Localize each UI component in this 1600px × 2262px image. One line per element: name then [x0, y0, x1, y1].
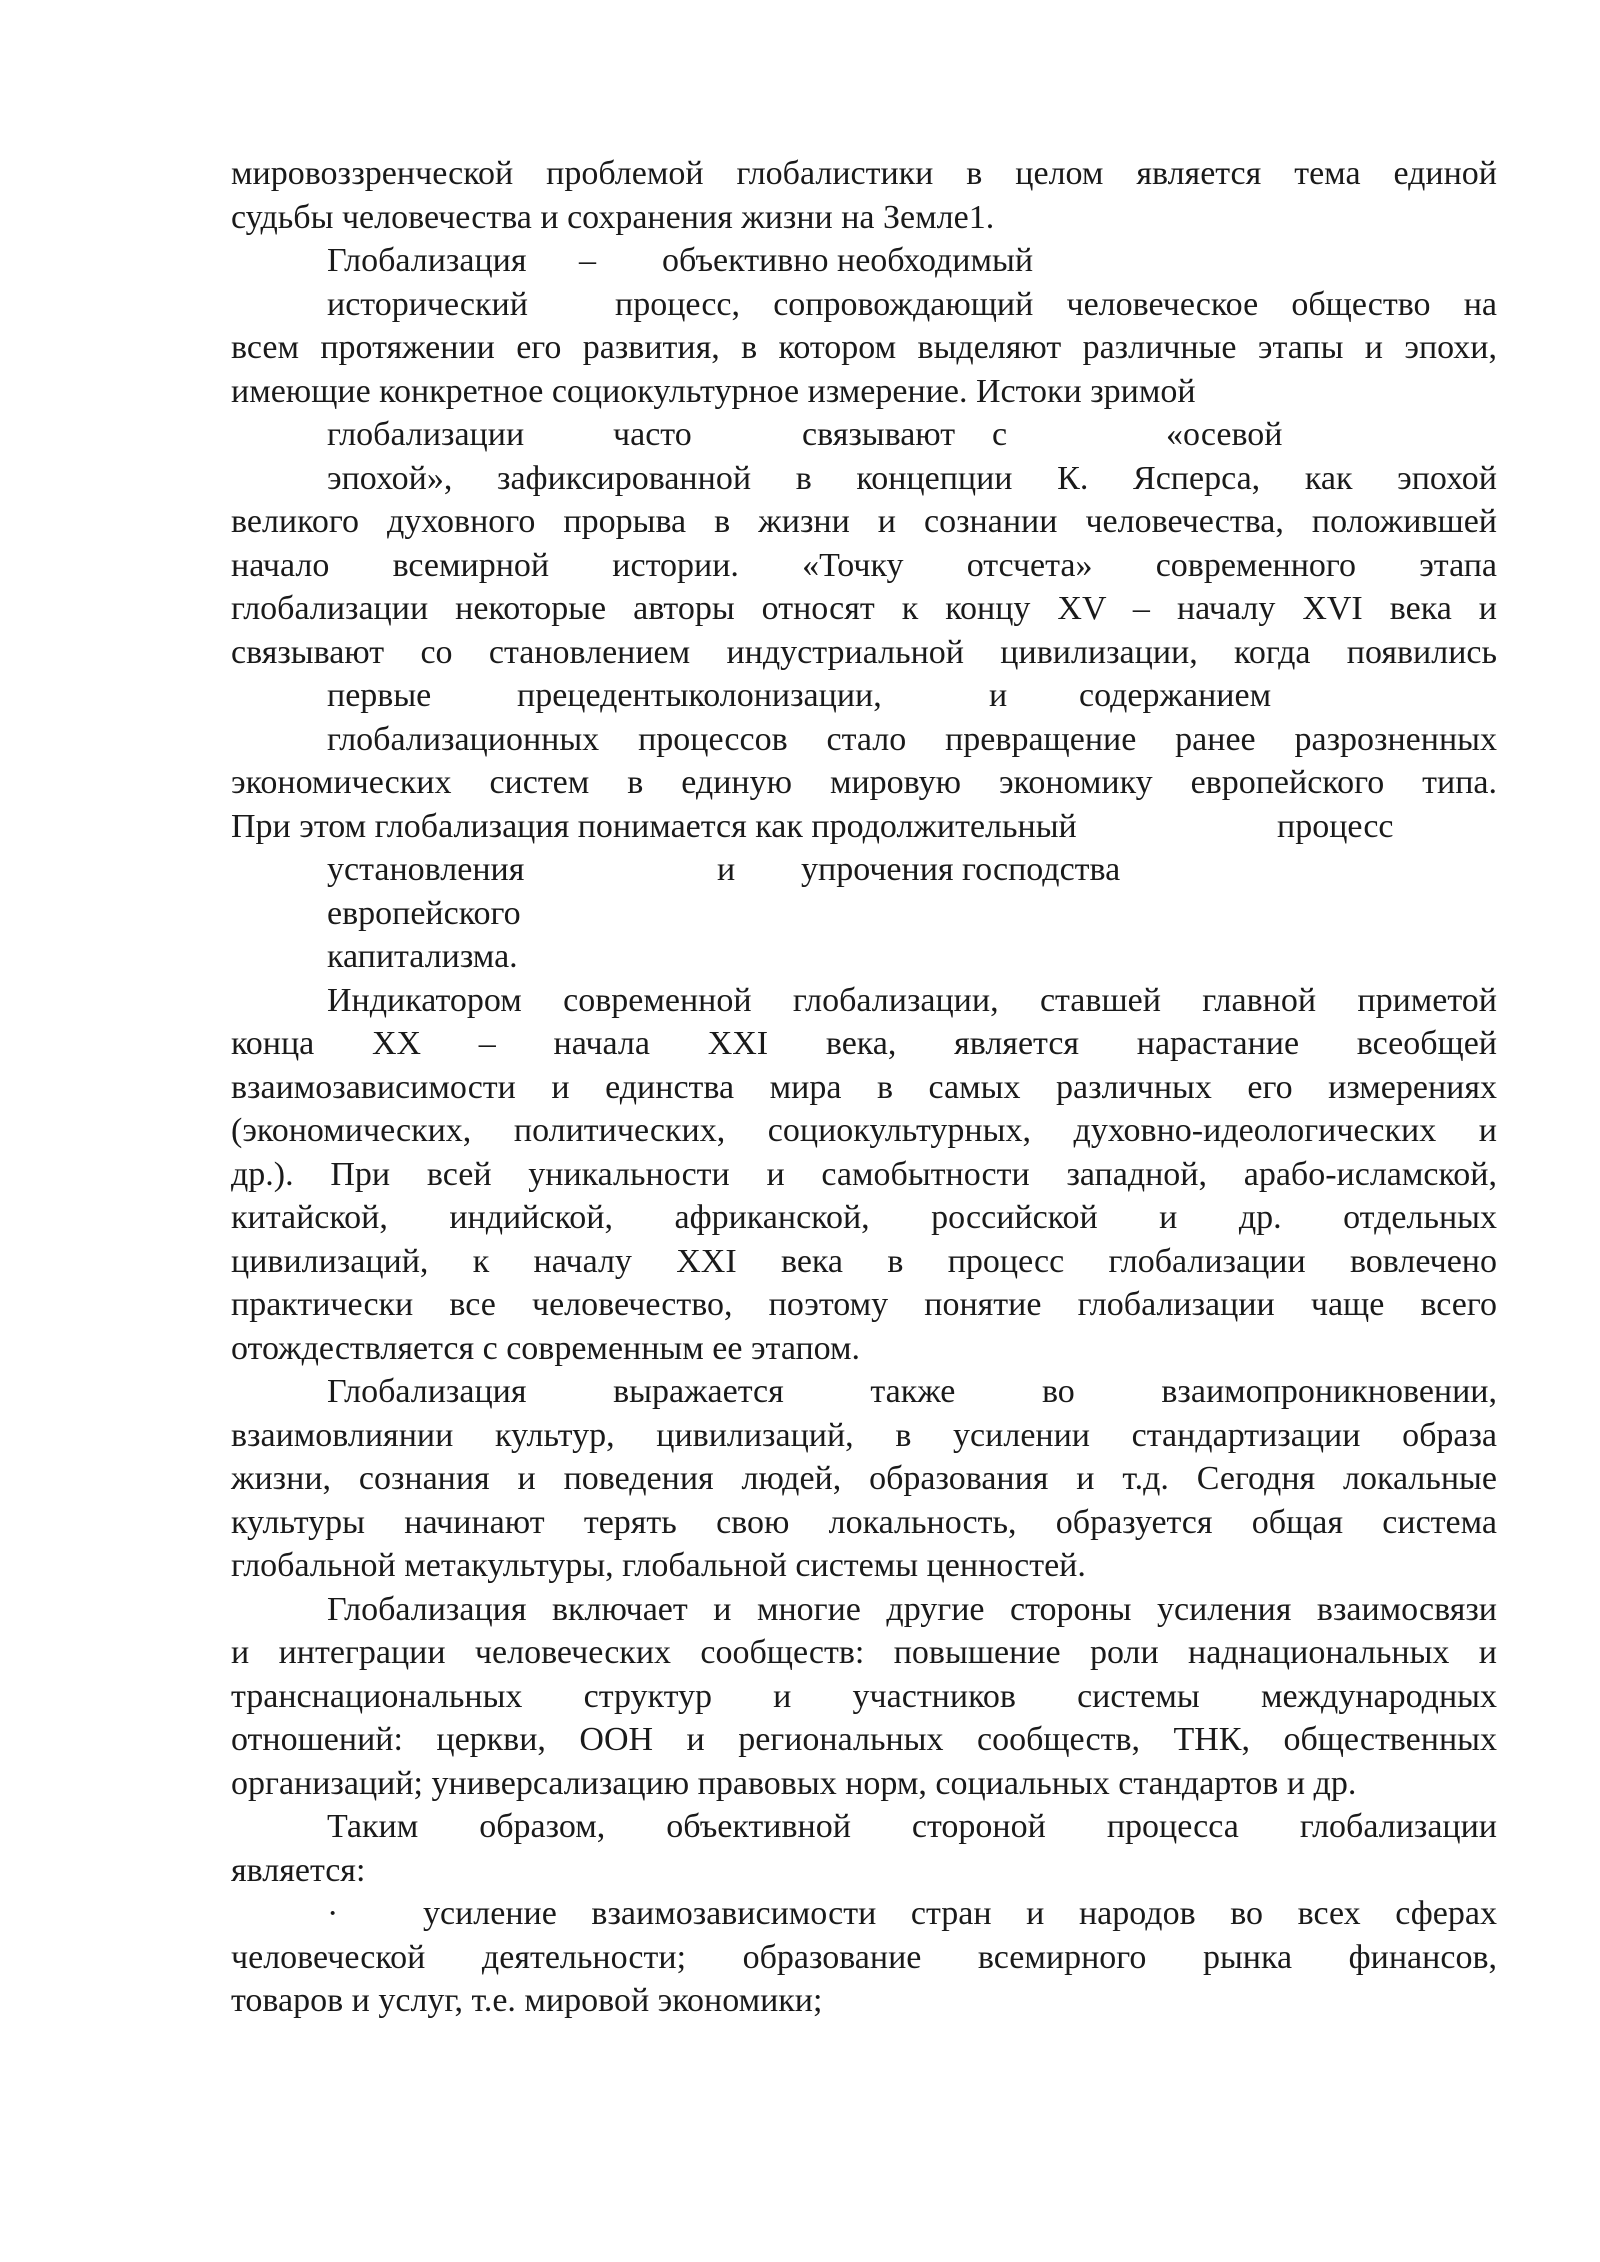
paragraph-line: начало всемирной истории. «Точку отсчета» современного этапа — [231, 546, 1497, 584]
bullet-item — [231, 1892, 1497, 1936]
paragraph-line: является: — [231, 1851, 366, 1889]
text-segment: – — [579, 242, 596, 279]
text-segment: Глобализация — [327, 242, 527, 279]
paragraph-line: Таким образом, объективной стороной процесса глобализации — [327, 1808, 1497, 1845]
paragraph-line: товаров и услуг, т.е. мировой экономики; — [231, 1982, 823, 2019]
paragraph-line: китайской, индийской, африканской, российской и др. отдельных — [231, 1199, 1497, 1236]
text-segment: содержанием — [1079, 677, 1272, 714]
paragraph-line — [231, 848, 1497, 892]
paragraph-line: Глобализация включает и многие другие стороны усиления взаимосвязи — [327, 1590, 1497, 1628]
text-segment: процесс, сопровождающий человеческое общество на — [615, 285, 1497, 323]
paragraph-line: имеющие конкретное социокультурное измерение. Истоки зримой — [231, 372, 1196, 410]
text-segment: исторический — [327, 285, 528, 323]
paragraph-line: усиление взаимозависимости стран и народов во всех сферах — [423, 1895, 1497, 1932]
text-segment: глобализации — [327, 416, 525, 453]
paragraph-line — [231, 805, 1497, 849]
paragraph-line: и интеграции человеческих сообществ: повышение роли наднациональных и — [231, 1634, 1497, 1671]
text-segment: процесс — [1277, 807, 1394, 845]
text-segment: установления — [327, 851, 525, 888]
paragraph-line: транснациональных структур и участников системы международных — [231, 1677, 1497, 1715]
text-segment: прецедентыколонизации, — [517, 677, 882, 714]
paragraph-line: взаимовлиянии культур, цивилизаций, в усилении стандартизации образа — [231, 1416, 1497, 1454]
paragraph-line: глобализации некоторые авторы относят к концу XV – началу XVI века и — [231, 590, 1497, 627]
text-segment: связывают — [802, 416, 956, 453]
paragraph-line: всем протяжении его развития, в котором выделяют различные этапы и эпохи, — [231, 329, 1497, 366]
paragraph-line: Индикатором современной глобализации, ставшей главной приметой — [327, 981, 1497, 1019]
paragraph-line — [231, 283, 1497, 327]
text-segment: объективно необходимый — [662, 242, 1034, 279]
paragraph-line: (экономических, политических, социокультурных, духовно-идеологических и — [231, 1112, 1497, 1149]
paragraph-line: связывают со становлением индустриальной цивилизации, когда появились — [231, 633, 1497, 671]
paragraph-line: отношений: церкви, ООН и региональных сообществ, ТНК, общественных — [231, 1721, 1497, 1758]
text-segment: и — [717, 851, 736, 888]
paragraph-line: конца XX – начала XXI века, является нарастание всеобщей — [231, 1025, 1497, 1062]
text-segment: «осевой — [1166, 416, 1283, 453]
paragraph-line: судьбы человечества и сохранения жизни на Земле1. — [231, 198, 995, 236]
paragraph-line: экономических систем в единую мировую экономику европейского типа. — [231, 764, 1497, 801]
paragraph-line: глобализационных процессов стало превращение ранее разрозненных — [327, 720, 1497, 758]
paragraph-line — [231, 413, 1497, 457]
paragraph-line: Глобализация выражается также во взаимопроникновении, — [327, 1373, 1497, 1410]
text-segment: При этом глобализация понимается как продолжительный — [231, 807, 1077, 845]
text-segment: и — [989, 677, 1008, 714]
paragraph-line: капитализма. — [327, 938, 518, 975]
text-segment: часто — [613, 416, 692, 453]
paragraph-line: др.). При всей уникальности и самобытности западной, арабо-исламской, — [231, 1155, 1497, 1193]
paragraph-line: отождествляется с современным ее этапом. — [231, 1329, 861, 1367]
bullet-icon: · — [327, 1895, 339, 1932]
paragraph-line: взаимозависимости и единства мира в самых различных его измерениях — [231, 1068, 1497, 1106]
paragraph-line: культуры начинают терять свою локальность, образуется общая система — [231, 1503, 1497, 1541]
paragraph-line: эпохой», зафиксированной в концепции К. Ясперса, как эпохой — [327, 459, 1497, 497]
text-segment: с — [992, 416, 1008, 453]
text-segment: первые — [327, 677, 432, 714]
paragraph-line: человеческой деятельности; образование всемирного рынка финансов, — [231, 1938, 1497, 1976]
paragraph-line: цивилизаций, к началу XXI века в процесс глобализации вовлечено — [231, 1242, 1497, 1280]
paragraph-line — [231, 239, 1497, 283]
text-segment: упрочения господства — [801, 851, 1121, 888]
document-text — [231, 152, 1497, 2023]
paragraph-line: практически все человечество, поэтому понятие глобализации чаще всего — [231, 1286, 1497, 1323]
paragraph-line: великого духовного прорыва в жизни и сознании человечества, положившей — [231, 503, 1497, 540]
paragraph-line — [231, 674, 1497, 718]
paragraph-line: организаций; универсализацию правовых норм, социальных стандартов и др. — [231, 1764, 1357, 1802]
paragraph-line: глобальной метакультуры, глобальной системы ценностей. — [231, 1547, 1086, 1584]
paragraph-line: европейского — [327, 894, 521, 932]
paragraph-line: жизни, сознания и поведения людей, образования и т.д. Сегодня локальные — [231, 1460, 1497, 1497]
paragraph-line: мировоззренческой проблемой глобалистики в целом является тема единой — [231, 155, 1497, 192]
